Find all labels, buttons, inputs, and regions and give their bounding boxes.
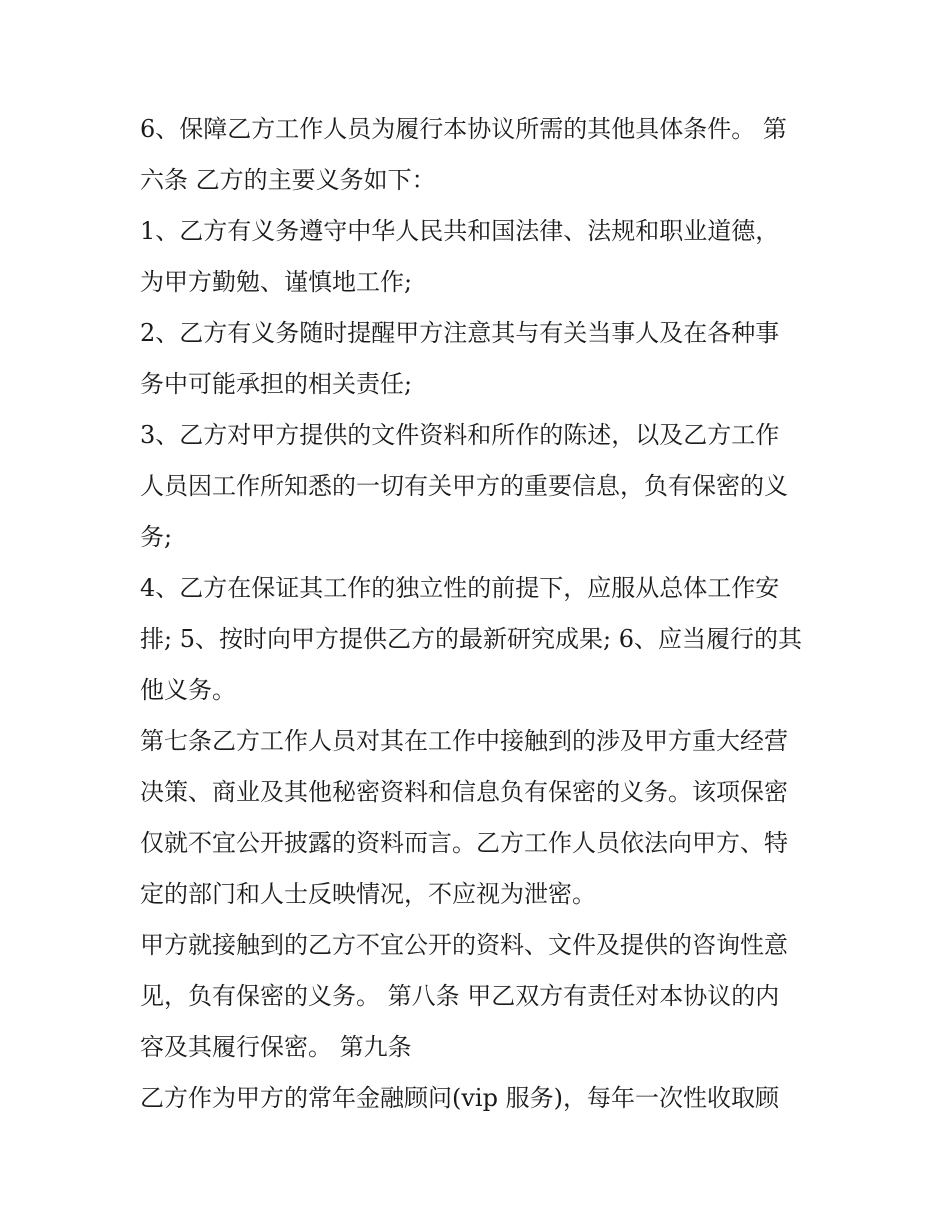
text-line: 容及其履行保密。 第九条 (140, 1033, 412, 1061)
text-line: 务中可能承担的相关责任; (140, 370, 413, 398)
text-line: 决策、商业及其他秘密资料和信息负有保密的义务。该项保密 (140, 778, 788, 806)
text-line: 甲方就接触到的乙方不宜公开的资料、文件及提供的咨询性意 (140, 931, 788, 959)
text-line: 3、乙方对甲方提供的文件资料和所作的陈述，以及乙方工作 (140, 421, 780, 449)
text-line: 排; 5、按时向甲方提供乙方的最新研究成果; 6、应当履行的其 (140, 625, 802, 653)
paragraph-obligation-2 (140, 308, 820, 410)
paragraph-article-7 (140, 716, 820, 920)
paragraph-obligation-1 (140, 206, 820, 308)
text-line: 6、保障乙方工作人员为履行本协议所需的其他具体条件。 第 (140, 115, 787, 143)
text-line: 4、乙方在保证其工作的独立性的前提下，应服从总体工作安 (140, 574, 780, 602)
text-line: 2、乙方有义务随时提醒甲方注意其与有关当事人及在各种事 (140, 319, 780, 347)
text-line: 乙方作为甲方的常年金融顾问(vip 服务)，每年一次性收取顾 (140, 1084, 779, 1112)
document-body (140, 104, 820, 1124)
text-line: 1、乙方有义务遵守中华人民共和国法律、法规和职业道德， (140, 217, 780, 245)
paragraph-obligations-4-6 (140, 563, 820, 716)
text-line: 定的部门和人士反映情况，不应视为泄密。 (140, 880, 596, 908)
text-line: 见，负有保密的义务。 第八条 甲乙双方有责任对本协议的内 (140, 982, 780, 1010)
text-line: 仅就不宜公开披露的资料而言。乙方工作人员依法向甲方、特 (140, 829, 788, 857)
text-line: 六条 乙方的主要义务如下： (140, 166, 436, 194)
paragraph-article-9-fee (140, 1073, 820, 1124)
paragraph-party-a-confidentiality (140, 920, 820, 1073)
text-line: 他义务。 (140, 676, 236, 704)
text-line: 务; (140, 523, 173, 551)
text-line: 第七条乙方工作人员对其在工作中接触到的涉及甲方重大经营 (140, 727, 788, 755)
text-line: 人员因工作所知悉的一切有关甲方的重要信息，负有保密的义 (140, 472, 788, 500)
paragraph-obligation-3 (140, 410, 820, 563)
paragraph-clause-6-and-article-6 (140, 104, 820, 206)
text-line: 为甲方勤勉、谨慎地工作; (140, 268, 413, 296)
